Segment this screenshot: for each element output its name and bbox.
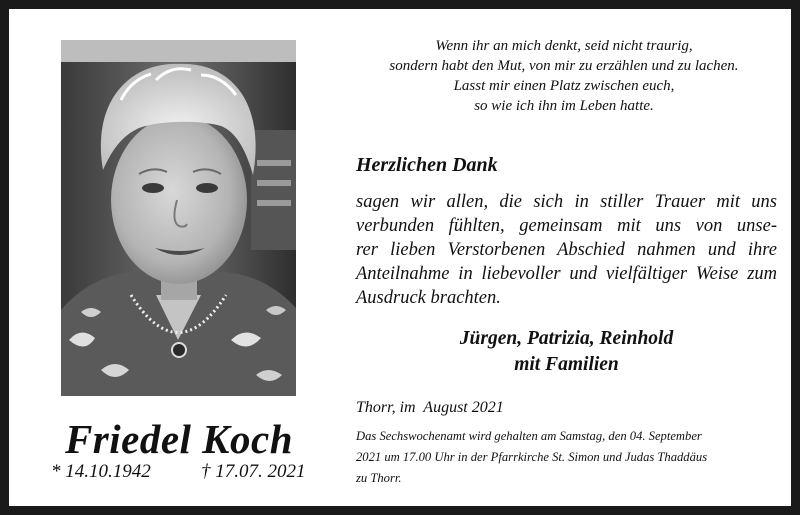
thanks-line: verbunden fühlten, gemeinsam mit uns von unse- [356,216,777,236]
family-signature [356,326,777,378]
place-date [356,399,504,417]
signature-line-families: mit Familien [514,354,619,375]
thanks-line: Anteilnahme in liebevoller und vielfältiger Weise zum [356,264,777,284]
thanks-line: Ausdruck brachten. [356,288,501,308]
deceased-name: Friedel Koch [64,416,294,462]
poem-line: Wenn ihr an mich denkt, seid nicht traurig, [435,38,693,54]
thanks-line: rer lieben Verstorbenen Abschied nahmen und ihre [356,240,777,260]
memorial-poem [349,36,779,116]
place-date-text: Thorr, im August 2021 [356,399,504,416]
poem-line: Lasst mir einen Platz zwischen euch, [453,78,675,94]
thanks-text [356,190,777,310]
death-date: † 17.07. 2021 [201,461,306,482]
service-notice [356,426,707,489]
service-line: Das Sechswochenamt wird gehalten am Samstag, den 04. September [356,429,702,443]
thanks-heading: Herzlichen Dank [356,154,498,176]
portrait-photo-icon [61,40,296,396]
service-line: 2021 um 17.00 Uhr in der Pfarrkirche St. Simon und Judas Thaddäus [356,450,708,464]
birth-date: * 14.10.1942 [51,461,151,482]
poem-line: sondern habt den Mut, von mir zu erzählen und zu lachen. [389,58,739,74]
thanks-line: sagen wir allen, die sich in stiller Trauer mit uns [356,192,777,212]
service-line: zu Thorr. [356,471,402,485]
poem-line: so wie ich ihn im Leben hatte. [474,98,654,114]
signature-line-names: Jürgen, Patrizia, Reinhold [459,328,674,349]
